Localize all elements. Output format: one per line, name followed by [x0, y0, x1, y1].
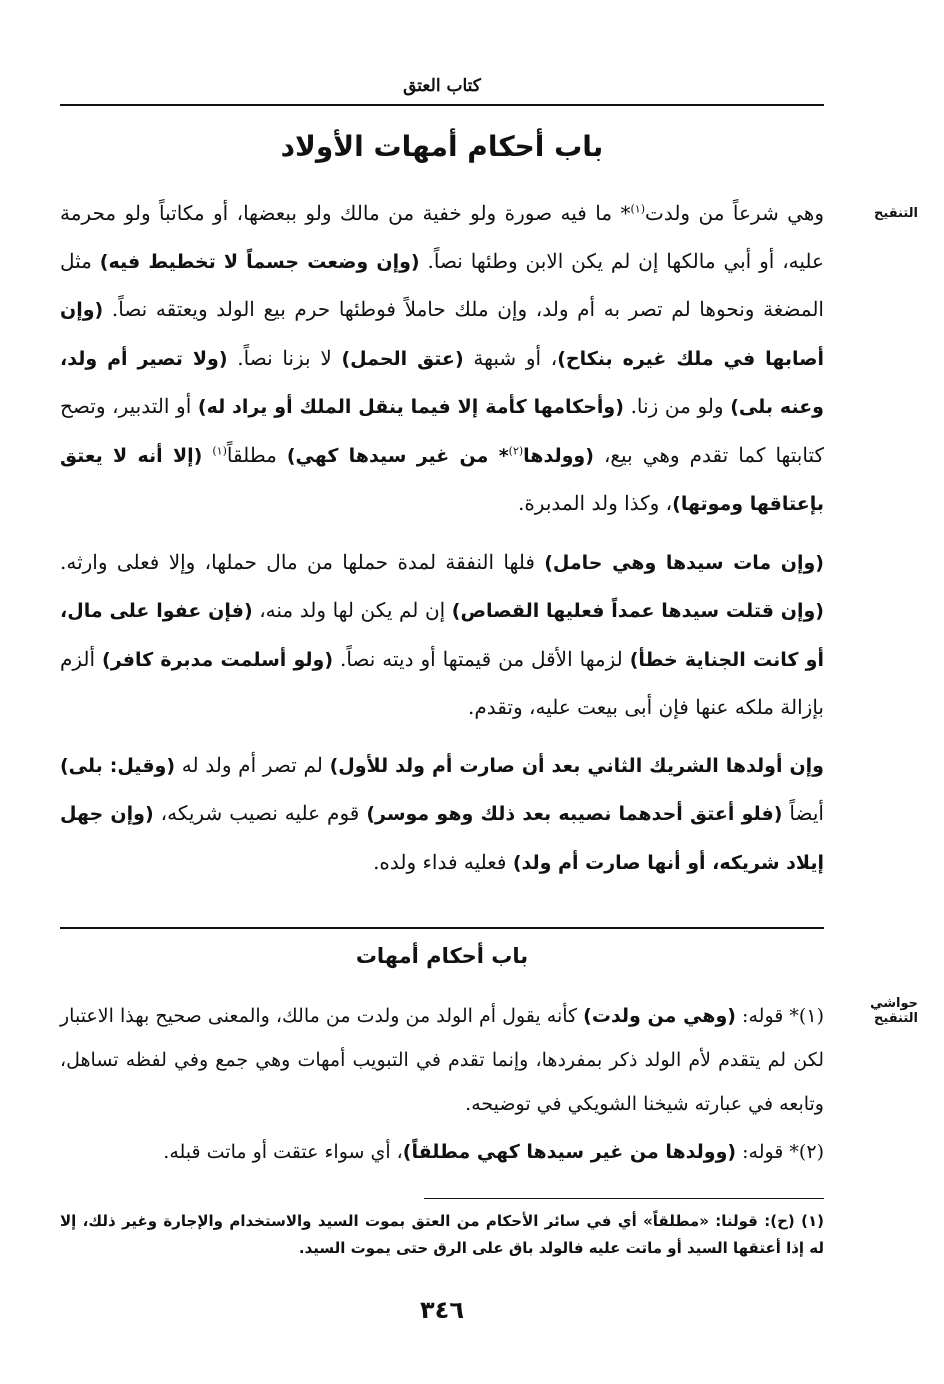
text-run: * ما فيه صورة ولو خفية من مالك ولو ببعضها، أو مكاتباً ولو محرمة عليه، أو أبي مالكها إن لم يكن الابن وطئها نصاً.	[60, 201, 824, 273]
bold-run: (ولو أسلمت مدبرة كافر)	[102, 648, 334, 671]
bold-run: (وإن وضعت جسماً لا تخطيط فيه)	[99, 250, 420, 273]
margin-label-hawashi: حواشي التنقيح	[870, 996, 918, 1026]
footnote-ref: (٢)	[508, 443, 524, 457]
paragraph-1	[60, 190, 824, 529]
bold-run: (فلو أعتق أحدهما نصيبه بعد ذلك وهو موسر)	[366, 803, 783, 825]
text-run: لا بزنا نصاً.	[227, 345, 342, 370]
bold-run: (وهي من ولدت)	[583, 1005, 736, 1027]
bold-run: (وإن قتلت سيدها عمداً فعليها القصاص)	[451, 600, 824, 622]
footnote-ref: (١)	[212, 443, 227, 457]
text-run: لزمها الأقل من قيمتها أو ديته نصاً.	[333, 646, 630, 671]
paragraph-2	[60, 539, 824, 732]
bold-run: (وولدها من غير سيدها كهي مطلقاً)	[402, 1141, 737, 1163]
text-run: (٢)* قوله:	[736, 1141, 824, 1163]
margin-label-tanqih: التنقيح	[874, 206, 918, 221]
bold-run: (وأحكامها كأمة إلا فيما ينقل الملك أو يراد له)	[197, 396, 624, 418]
text-run: مثل المضغة ونحوها لم تصر به أم ولد، وإن ملك حاملاً فوطئها حرم بيع الولد ويعتقه نصاً.	[60, 248, 824, 321]
text-run: أو التدبير، وتصح كتابتها كما تقدم وهي بيع،	[60, 394, 825, 467]
footnote-ref: (١)	[630, 202, 646, 216]
text-run: ، وكذا ولد المدبرة.	[517, 491, 673, 515]
footnote: (١) (ح): قولنا: «مطلقاً» أي في سائر الأحكام من العتق بموت السيد والاستخدام والإجارة وغير ذلك، إلا له إذا أعتقها السيد أو ماتت عليه فالولد باق على الرق حتى يموت السيد.	[60, 1212, 824, 1257]
page-number: ٣٤٦	[420, 1296, 464, 1324]
paragraph-3	[60, 742, 824, 888]
note-1	[60, 994, 824, 1126]
main-text	[60, 190, 824, 887]
header-rule	[60, 104, 824, 106]
text-run: ولو من زنا.	[623, 394, 731, 418]
text-run: قوم عليه نصيب شريكه،	[153, 801, 367, 825]
text-run: فلها النفقة لمدة حملها من مال حملها، وإلا فعلى وارثه.	[60, 549, 545, 574]
text-run: لم تصر أم ولد له	[175, 752, 330, 777]
bold-run: * من غير سيدها كهي)	[286, 444, 509, 467]
notes-text	[60, 994, 824, 1174]
chapter-title: باب أحكام أمهات الأولاد	[280, 130, 604, 163]
bold-run: (ولا تصير أم ولد، وعنه بلى)	[60, 347, 824, 418]
text-run	[202, 443, 212, 467]
text-run: (١)* قوله:	[735, 1005, 824, 1027]
bold-run: (وقيل: بلى)	[60, 754, 176, 777]
bold-run: (إلا أنه لا يعتق بإعتاقها وموتها)	[60, 444, 824, 515]
bold-run: (وإن جهل إيلاد شريكه، أو أنها صارت أم ولد)	[60, 803, 824, 874]
bold-run: (وإن مات سيدها وهي حامل)	[544, 551, 824, 574]
note-2	[60, 1130, 824, 1174]
text-run: مطلقاً	[226, 442, 287, 467]
text-run: ، أي سواء عتقت أو ماتت قبله.	[163, 1141, 403, 1163]
bold-run: (وولدها	[523, 444, 594, 467]
bold-run: (فإن عفوا على مال، أو كانت الجناية خطأ)	[60, 600, 824, 671]
text-run: فعليه فداء ولده.	[373, 849, 513, 874]
running-head: كتاب العتق	[403, 76, 481, 96]
text-run: ألزم بإزالة ملكه عنها فإن أبى بيعت عليه، وتقدم.	[60, 646, 824, 719]
bold-run: وإن أولدها الشريك الثاني بعد أن صارت أم ولد للأول)	[329, 754, 824, 777]
bold-run: (وإن أصابها في ملك غيره بنكاح)	[60, 299, 825, 370]
footnote-rule	[424, 1198, 824, 1199]
text-run: ، أو شبهة	[463, 345, 558, 370]
bold-run: (عتق الحمل)	[341, 347, 464, 370]
text-run: كأنه يقول أم الولد من ولدت من مالك، والمعنى صحيح بهذا الاعتبار لكن لم يتقدم لأم الولد ذكر بمفردها، وإنما تقدم في التبويب أمهات وهي جمع وفي لفظه تساهل، وتابعه في عبارته شيخنا الشويكي في توضيحه.	[60, 1005, 824, 1115]
notes-title: باب أحكام أمهات	[355, 944, 529, 968]
text-run: وهي شرعاً من ولدت	[645, 201, 824, 225]
text-run: أيضاً	[782, 801, 824, 825]
section-divider	[60, 927, 824, 929]
text-run: إن لم يكن لها ولد منه،	[252, 598, 452, 622]
